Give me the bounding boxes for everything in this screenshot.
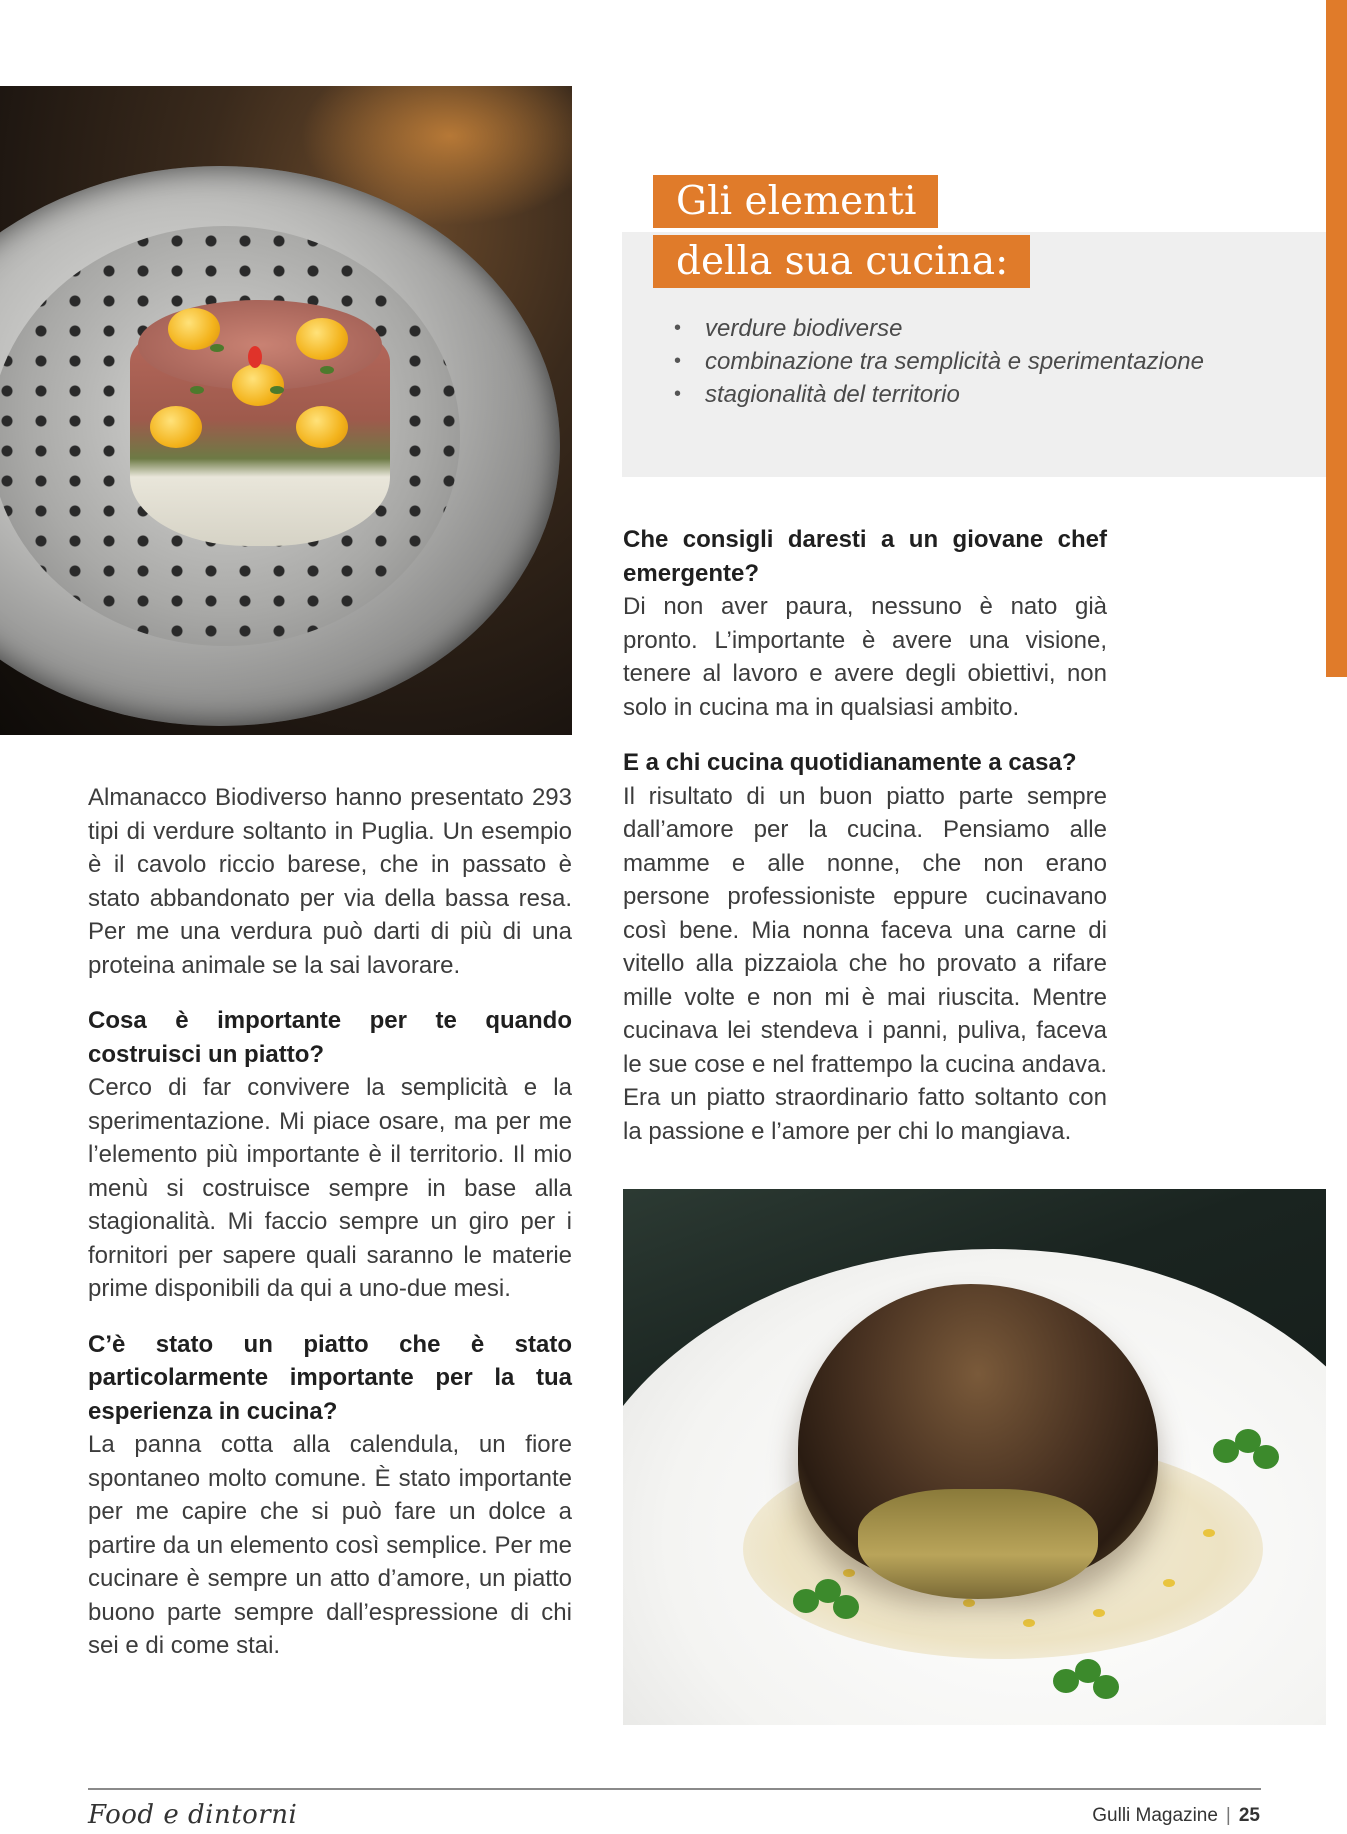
- paragraph: Cerco di far convivere la semplicità e la sperimentazione. Mi piace osare, ma per me l’elemento più importante è il territorio. Il mio menù si costruisce sempre in base alla stagionalità. Mi faccio sempre un giro per i fornitori per sapere quali saranno le materie prime disponibili da qui a uno-due mesi.: [88, 1074, 572, 1302]
- right-text-column: [623, 523, 1107, 1148]
- box-title-line-2: della sua cucina:: [653, 235, 1030, 288]
- question-heading: Che consigli daresti a un giovane chef emergente?: [623, 526, 1107, 587]
- box-title: [653, 174, 1030, 290]
- paragraph: Il risultato di un buon piatto parte sempre dall’amore per la cucina. Pensiamo alle mamme e alle nonne, che non erano persone professioniste eppure cucinavano così bene. Mia nonna faceva una carne di vitello alla pizzaiola che ho provato a rifare mille volte e non mi è mai riuscita. Mentre cucinava lei stendeva i panni, puliva, faceva le sue cose e nel frattempo la cucina andava. Era un piatto straordinario fatto soltanto con la passione e l’amore per chi lo mangiava.: [623, 782, 1107, 1145]
- footer-divider: [88, 1788, 1261, 1790]
- question-heading: C’è stato un piatto che è stato particolarmente importante per la tua esperienza in cucina?: [88, 1330, 572, 1425]
- question-heading: E a chi cucina quotidianamente a casa?: [623, 749, 1077, 776]
- paragraph: La panna cotta alla calendula, un fiore spontaneo molto comune. È stato importante per me capire che si può fare un dolce a partire da un elemento così semplice. Per me cucinare è sempre un atto d’amore, un piatto buono parte sempre dall’espressione di chi sei e di come stai.: [88, 1431, 572, 1659]
- paragraph: Almanacco Biodiverso hanno presentato 293 tipi di verdure soltanto in Puglia. Un esempio è il cavolo riccio barese, che in passato è stato abbandonato per via della bassa resa. Per me una verdura può darti di più di una proteina animale se la sai lavorare.: [88, 784, 572, 979]
- footer-separator: |: [1225, 1805, 1231, 1826]
- kitchen-elements-list: [674, 312, 1204, 411]
- paragraph: Di non aver paura, nessuno è nato già pronto. L’importante è avere una visione, tenere al lavoro e avere degli obiettivi, non solo in cucina ma in qualsiasi ambito.: [623, 593, 1107, 721]
- left-text-column: [88, 781, 572, 1663]
- page-number: 25: [1238, 1805, 1260, 1826]
- list-item: • verdure biodiverse: [674, 312, 1204, 345]
- list-item: • stagionalità del territorio: [674, 378, 1204, 411]
- magazine-name: Gulli Magazine: [1092, 1805, 1218, 1826]
- artichoke-dish-photo: [623, 1189, 1326, 1725]
- footer-section-name: Food e dintorni: [88, 1800, 298, 1830]
- box-title-line-1: Gli elementi: [653, 175, 938, 228]
- footer-page-info: [1092, 1805, 1260, 1827]
- section-tab-marker: [1326, 0, 1347, 677]
- question-heading: Cosa è importante per te quando costruisci un piatto?: [88, 1007, 572, 1068]
- tartare-dish-photo: [0, 86, 572, 735]
- list-item: • combinazione tra semplicità e sperimentazione: [674, 345, 1204, 378]
